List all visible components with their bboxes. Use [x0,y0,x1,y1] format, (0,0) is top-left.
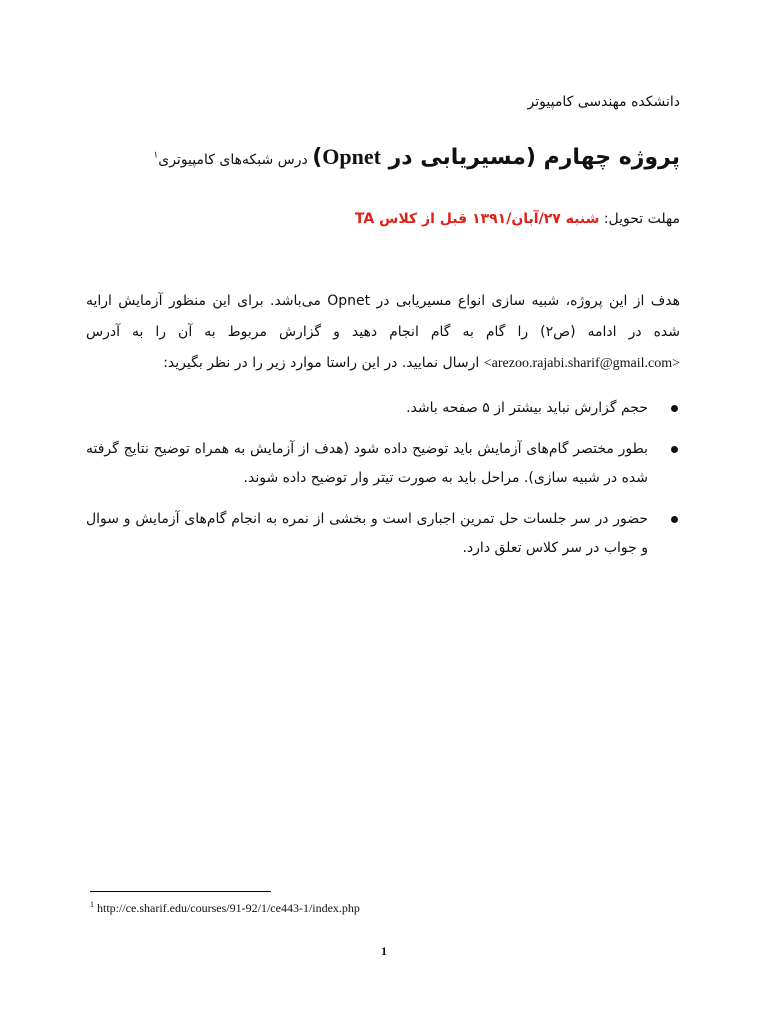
requirement-text: بطور مختصر گام‌های آزمایش باید توضیح داده شود (هدف از آزمایش به همراه توضیح نتایج گرفته شده در شبیه سازی). مراحل باید به صورت تیتر وار توضیح داده شوند. [86,441,648,486]
project-title: پروژه چهارم (مسیریابی در [380,145,680,170]
page-number: 1 [381,944,387,958]
list-item [86,435,680,493]
footnote-divider [90,891,271,892]
intro-text-part2: ارسال نمایید. در این راستا موارد زیر را در نظر بگیرید: [163,355,484,371]
faculty-name: دانشکده مهندسی کامپیوتر [527,94,680,110]
bullet-icon [671,446,678,453]
course-footnote-mark: ۱ [153,150,159,161]
intro-paragraph [86,286,680,379]
footnote-mark: 1 [90,900,94,909]
intro-text-part1: هدف از این پروژه، شبیه سازی انواع مسیریابی در Opnet می‌باشد. برای این منظور آزمایش ارایه شده در ادامه (ص۲) را گام به گام انجام دهید و گزارش مربوط به آن را به آدرس [86,293,680,340]
list-item [86,505,680,563]
project-title-software: Opnet [322,144,381,169]
bullet-icon [671,405,678,412]
list-item [86,394,680,423]
deadline-date: شنبه ۲۷/آبان/۱۳۹۱ قبل از کلاس TA [354,211,600,227]
requirements-list [86,394,680,575]
deadline-label: مهلت تحویل: [599,211,680,227]
contact-email[interactable]: <arezoo.rajabi.sharif@gmail.com> [483,356,680,371]
footnote-url[interactable]: http://ce.sharif.edu/courses/91-92/1/ce443-1/index.php [94,901,360,915]
project-title-close: ) [312,145,323,170]
footnote [90,900,360,916]
requirement-text: حجم گزارش نباید بیشتر از ۵ صفحه باشد. [406,400,648,416]
document-title-line [153,144,680,170]
bullet-icon [671,516,678,523]
requirement-text: حضور در سر جلسات حل تمرین اجباری است و بخشی از نمره به انجام گام‌های آزمایش و سوال و جواب در سر کلاس تعلق دارد. [86,511,648,556]
deadline-line [355,208,680,227]
course-name: درس شبکه‌های کامپیوتری [158,152,313,168]
